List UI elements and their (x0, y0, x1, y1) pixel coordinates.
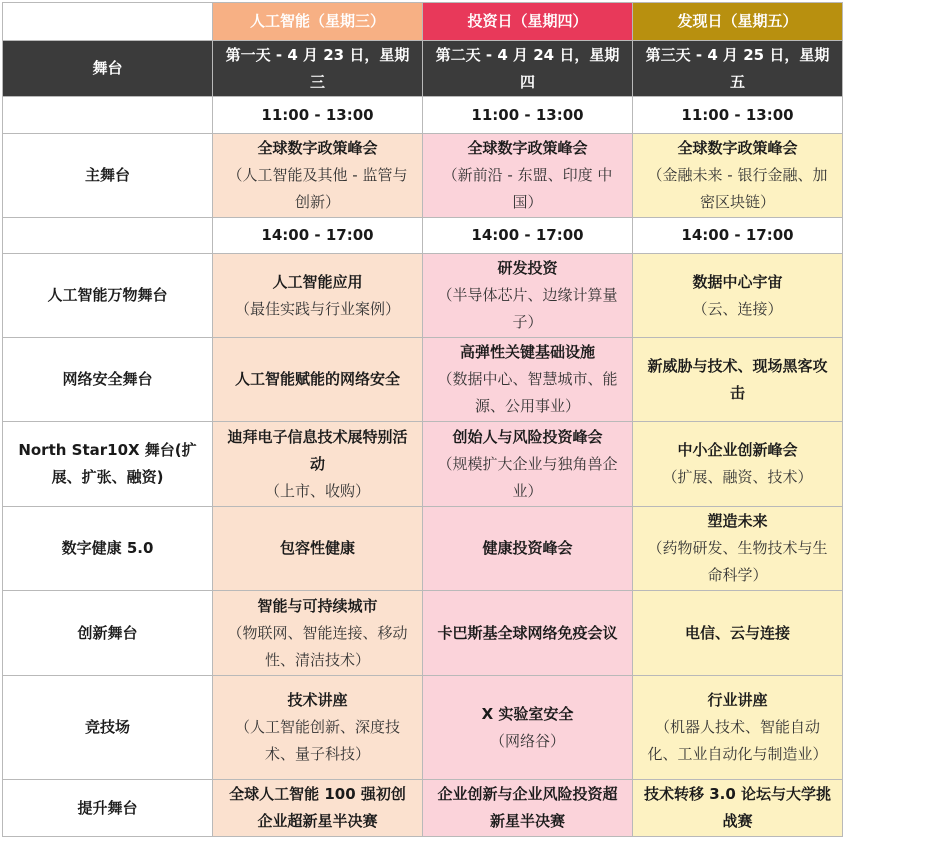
session-title: 技术讲座 (287, 691, 348, 709)
session-cell (423, 591, 633, 676)
time-slot: 11:00 - 13:00 (213, 97, 423, 134)
session-cell (213, 676, 423, 780)
session-cell (423, 507, 633, 591)
table-row (3, 338, 843, 422)
session-cell (423, 676, 633, 780)
session-title: 全球数字政策峰会 (467, 139, 588, 157)
session-cell (213, 134, 423, 218)
stage-name: 竞技场 (3, 676, 213, 780)
stage-name: 创新舞台 (3, 591, 213, 676)
session-cell (213, 780, 423, 837)
session-title: 卡巴斯基全球网络免疫会议 (437, 623, 618, 642)
session-cell (633, 254, 843, 338)
session-title: 健康投资峰会 (482, 539, 573, 557)
time-slot: 11:00 - 13:00 (423, 97, 633, 134)
session-cell (423, 338, 633, 422)
session-title: 企业创新与企业风险投资超新星半决赛 (437, 785, 618, 830)
session-cell (213, 591, 423, 676)
session-cell (633, 134, 843, 218)
session-title: 电信、云与连接 (684, 623, 790, 642)
day-header-row (3, 3, 843, 41)
session-cell (423, 134, 633, 218)
session-cell (633, 676, 843, 780)
day-header-ai: 人工智能（星期三） (213, 3, 423, 41)
table-row (3, 591, 843, 676)
session-title: 全球数字政策峰会 (257, 139, 378, 157)
session-title: 全球数字政策峰会 (677, 139, 798, 157)
time-slot: 14:00 - 17:00 (633, 218, 843, 254)
session-subtitle: （最佳实践与行业案例） (234, 299, 400, 318)
day-header-discovery: 发现日（星期五） (633, 3, 843, 41)
session-title: 高弹性关键基础设施 (459, 343, 595, 361)
session-subtitle: （云、连接） (692, 299, 783, 318)
session-title: 塑造未来 (707, 512, 768, 530)
table-row (3, 422, 843, 507)
session-cell (213, 254, 423, 338)
session-subtitle: （半导体芯片、边缘计算量子） (437, 286, 618, 331)
session-title: 智能与可持续城市 (257, 596, 378, 615)
date-header-row (3, 41, 843, 97)
session-cell (213, 507, 423, 591)
date-header-day3: 第三天 - 4 月 25 日，星期五 (633, 41, 843, 97)
schedule-table (2, 2, 843, 837)
session-subtitle: （规模扩大企业与独角兽企业） (437, 454, 618, 500)
session-title: 人工智能应用 (272, 272, 363, 291)
table-row (3, 780, 843, 837)
day-header-investment: 投资日（星期四） (423, 3, 633, 41)
table-row (3, 254, 843, 338)
session-title: 新威胁与技术、现场黑客攻击 (647, 356, 828, 402)
stage-column-header: 舞台 (3, 41, 213, 97)
session-title: 技术转移 3.0 论坛与大学挑战赛 (643, 785, 832, 830)
session-cell (213, 338, 423, 422)
session-subtitle: （人工智能及其他 - 监管与创新） (227, 166, 408, 211)
session-cell (633, 422, 843, 507)
stage-name: North Star10X 舞台(扩展、扩张、融资) (3, 422, 213, 507)
session-subtitle: （新前沿 - 东盟、印度 中国） (442, 166, 613, 211)
stage-name: 人工智能万物舞台 (3, 254, 213, 338)
session-subtitle: （物联网、智能连接、移动性、清洁技术） (227, 623, 408, 669)
session-title: 人工智能赋能的网络安全 (234, 370, 400, 388)
session-subtitle: （金融未来 - 银行金融、加密区块链） (647, 166, 828, 211)
date-header-day1: 第一天 - 4 月 23 日，星期三 (213, 41, 423, 97)
session-subtitle: （网络谷） (489, 731, 565, 750)
session-title: 研发投资 (497, 259, 558, 277)
session-subtitle: （机器人技术、智能自动化、工业自动化与制造业） (647, 718, 828, 763)
session-title: X 实验室安全 (481, 704, 574, 723)
session-subtitle: （数据中心、智慧城市、能源、公用事业） (437, 370, 618, 415)
session-subtitle: （扩展、融资、技术） (662, 468, 813, 486)
date-header-day2: 第二天 - 4 月 24 日，星期四 (423, 41, 633, 97)
session-cell (633, 591, 843, 676)
stage-name: 主舞台 (3, 134, 213, 218)
time-slot: 11:00 - 13:00 (633, 97, 843, 134)
table-row (3, 676, 843, 780)
session-cell (213, 422, 423, 507)
session-cell (423, 254, 633, 338)
stage-name: 数字健康 5.0 (3, 507, 213, 591)
session-title: 中小企业创新峰会 (677, 441, 798, 459)
corner-cell (3, 3, 213, 41)
afternoon-time-row (3, 218, 843, 254)
session-subtitle: （上市、收购） (264, 481, 370, 500)
session-cell (633, 338, 843, 422)
session-title: 迪拜电子信息技术展特别活动 (227, 427, 408, 473)
session-cell (633, 780, 843, 837)
session-cell (633, 507, 843, 591)
stage-rows (3, 254, 843, 837)
stage-name: 提升舞台 (3, 780, 213, 837)
session-title: 创始人与风险投资峰会 (452, 427, 603, 446)
session-subtitle: （人工智能创新、深度技术、量子科技） (234, 718, 400, 763)
stage-name: 网络安全舞台 (3, 338, 213, 422)
session-cell (423, 780, 633, 837)
table-row (3, 134, 843, 218)
time-slot: 14:00 - 17:00 (213, 218, 423, 254)
session-title: 全球人工智能 100 强初创企业超新星半决赛 (229, 785, 406, 830)
session-title: 行业讲座 (707, 691, 768, 709)
session-cell (423, 422, 633, 507)
session-subtitle: （药物研发、生物技术与生命科学） (647, 539, 828, 584)
session-title: 数据中心宇宙 (692, 272, 783, 291)
session-title: 包容性健康 (279, 539, 355, 557)
time-slot: 14:00 - 17:00 (423, 218, 633, 254)
table-row (3, 507, 843, 591)
morning-time-row (3, 97, 843, 134)
